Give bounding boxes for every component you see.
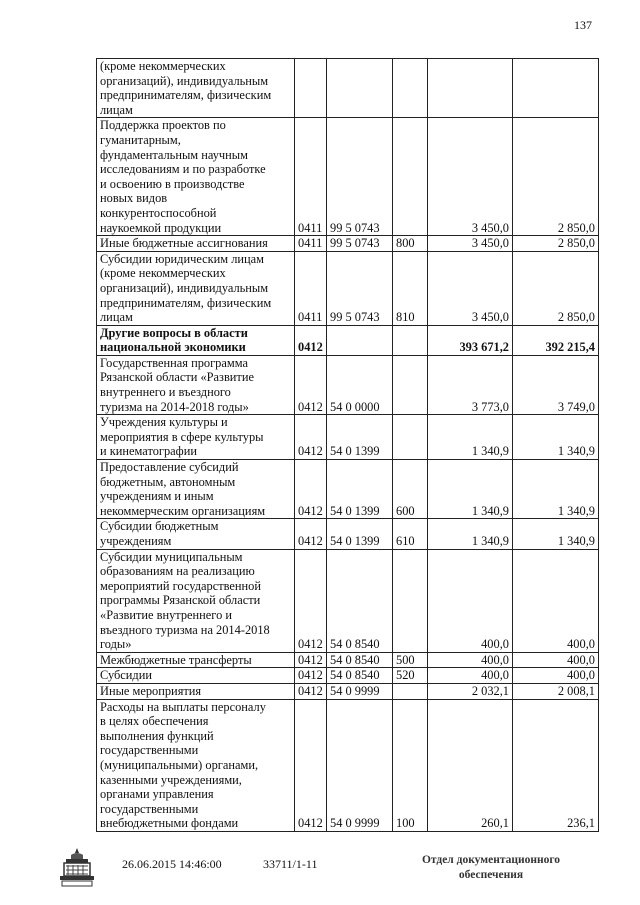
row-amount-1: 3 450,0	[428, 118, 513, 236]
row-name: Иные бюджетные ассигнования	[97, 236, 295, 252]
row-target-code: 54 0 1399	[327, 460, 393, 519]
row-target-code: 54 0 1399	[327, 415, 393, 460]
row-section: 0412	[295, 460, 327, 519]
row-amount-2: 392 215,4	[513, 325, 599, 355]
row-amount-2: 1 340,9	[513, 519, 599, 549]
table-row	[97, 460, 599, 519]
table-row	[97, 652, 599, 668]
table-row	[97, 549, 599, 652]
row-target-code: 99 5 0743	[327, 236, 393, 252]
row-section: 0411	[295, 236, 327, 252]
row-amount-1	[428, 59, 513, 118]
row-section: 0412	[295, 699, 327, 831]
row-amount-2: 400,0	[513, 652, 599, 668]
row-section: 0412	[295, 415, 327, 460]
row-target-code: 54 0 8540	[327, 668, 393, 684]
row-amount-2: 2 008,1	[513, 683, 599, 699]
row-name: Субсидии юридическим лицам (кроме некоммерческих организаций), индивидуальным предпринимателям, физическим лицам	[97, 251, 295, 325]
row-name: Государственная программа Рязанской области «Развитие внутреннего и въездного туризма на 2014-2018 годы»	[97, 355, 295, 414]
row-expense-type: 800	[393, 236, 428, 252]
row-expense-type: 100	[393, 699, 428, 831]
footer-department-line2: обеспечения	[458, 869, 524, 881]
row-target-code	[327, 325, 393, 355]
row-target-code: 99 5 0743	[327, 251, 393, 325]
row-name: (кроме некоммерческих организаций), индивидуальным предпринимателям, физическим лицам	[97, 59, 295, 118]
table-row	[97, 325, 599, 355]
row-section: 0412	[295, 549, 327, 652]
footer-doc-code: 33711/1-11	[263, 857, 318, 871]
footer-department-line1: Отдел документационного	[421, 854, 561, 866]
row-amount-2	[513, 59, 599, 118]
row-expense-type: 500	[393, 652, 428, 668]
row-section: 0412	[295, 652, 327, 668]
row-expense-type: 610	[393, 519, 428, 549]
row-expense-type	[393, 325, 428, 355]
row-target-code: 54 0 1399	[327, 519, 393, 549]
row-amount-1: 400,0	[428, 652, 513, 668]
row-target-code: 54 0 9999	[327, 699, 393, 831]
department-logo-icon	[58, 846, 96, 888]
row-name: Субсидии бюджетным учреждениям	[97, 519, 295, 549]
row-amount-1: 2 032,1	[428, 683, 513, 699]
row-amount-1: 1 340,9	[428, 415, 513, 460]
row-target-code: 54 0 8540	[327, 549, 393, 652]
row-expense-type: 810	[393, 251, 428, 325]
row-amount-2: 1 340,9	[513, 415, 599, 460]
table-row	[97, 118, 599, 236]
row-amount-1: 393 671,2	[428, 325, 513, 355]
row-amount-1: 3 450,0	[428, 236, 513, 252]
row-expense-type	[393, 59, 428, 118]
row-target-code: 99 5 0743	[327, 118, 393, 236]
row-amount-1: 400,0	[428, 668, 513, 684]
row-name: Межбюджетные трансферты	[97, 652, 295, 668]
row-section: 0411	[295, 118, 327, 236]
row-amount-2: 2 850,0	[513, 118, 599, 236]
row-expense-type	[393, 118, 428, 236]
row-section: 0412	[295, 325, 327, 355]
row-section: 0411	[295, 251, 327, 325]
footer-department	[420, 853, 562, 883]
row-expense-type	[393, 549, 428, 652]
row-section: 0412	[295, 668, 327, 684]
page-number: 137	[574, 18, 592, 32]
row-expense-type	[393, 683, 428, 699]
row-name: Другие вопросы в области национальной экономики	[97, 325, 295, 355]
table-row	[97, 699, 599, 831]
table-row	[97, 668, 599, 684]
footer-datetime: 26.06.2015 14:46:00	[122, 857, 222, 871]
row-name: Иные мероприятия	[97, 683, 295, 699]
budget-table-body	[97, 59, 599, 832]
row-name: Субсидии муниципальным образованиям на реализацию мероприятий государственной программы Рязанской области «Развитие внутреннего и въездного туризма на 2014-2018 годы»	[97, 549, 295, 652]
row-expense-type: 520	[393, 668, 428, 684]
table-row	[97, 519, 599, 549]
row-name: Учреждения культуры и мероприятия в сфере культуры и кинематографии	[97, 415, 295, 460]
table-row	[97, 683, 599, 699]
table-row	[97, 236, 599, 252]
row-amount-2: 400,0	[513, 549, 599, 652]
row-amount-1: 1 340,9	[428, 519, 513, 549]
row-section: 0412	[295, 519, 327, 549]
row-target-code	[327, 59, 393, 118]
row-section: 0412	[295, 683, 327, 699]
row-amount-1: 3 450,0	[428, 251, 513, 325]
row-amount-2: 2 850,0	[513, 236, 599, 252]
row-section	[295, 59, 327, 118]
row-expense-type	[393, 355, 428, 414]
row-amount-2: 400,0	[513, 668, 599, 684]
table-row	[97, 251, 599, 325]
row-name: Предоставление субсидий бюджетным, автономным учреждениям и иным некоммерческим организациям	[97, 460, 295, 519]
row-amount-1: 260,1	[428, 699, 513, 831]
row-target-code: 54 0 8540	[327, 652, 393, 668]
row-amount-2: 2 850,0	[513, 251, 599, 325]
row-expense-type: 600	[393, 460, 428, 519]
budget-table	[96, 58, 599, 832]
row-amount-1: 400,0	[428, 549, 513, 652]
row-amount-1: 1 340,9	[428, 460, 513, 519]
row-name: Расходы на выплаты персоналу в целях обеспечения выполнения функций государственными (муниципальными) органами, казенными учреждениями, органами управления государственными внебюджетными фондами	[97, 699, 295, 831]
row-amount-2: 1 340,9	[513, 460, 599, 519]
row-amount-2: 3 749,0	[513, 355, 599, 414]
table-row	[97, 59, 599, 118]
row-expense-type	[393, 415, 428, 460]
table-row	[97, 415, 599, 460]
row-name: Субсидии	[97, 668, 295, 684]
row-section: 0412	[295, 355, 327, 414]
row-name: Поддержка проектов по гуманитарным, фундаментальным научным исследованиям и по разработке и освоению в производстве новых видов конкурентоспособной наукоемкой продукции	[97, 118, 295, 236]
row-amount-1: 3 773,0	[428, 355, 513, 414]
table-row	[97, 355, 599, 414]
row-amount-2: 236,1	[513, 699, 599, 831]
row-target-code: 54 0 0000	[327, 355, 393, 414]
row-target-code: 54 0 9999	[327, 683, 393, 699]
